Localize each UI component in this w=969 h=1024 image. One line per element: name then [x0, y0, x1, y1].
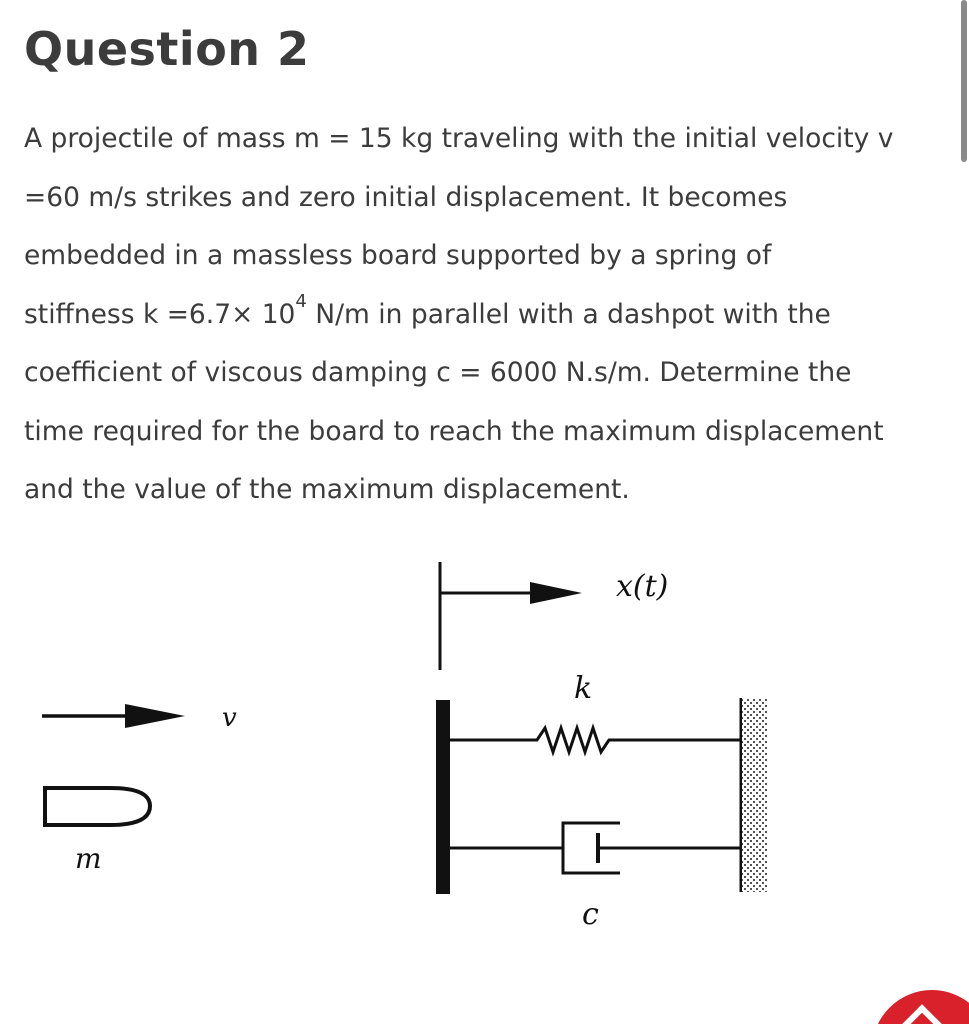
problem-statement	[24, 110, 954, 520]
stiffness-units-text: N/m in parallel with a dashpot with the	[306, 298, 831, 330]
projectile-icon	[45, 788, 150, 825]
problem-line: embedded in a massless board supported by a spring of	[24, 240, 772, 271]
displacement-label: x(t)	[616, 569, 669, 604]
stiffness-text: stiffness k =6.7× 10	[24, 298, 296, 330]
damper-label: c	[582, 897, 599, 932]
velocity-label: v	[222, 703, 237, 733]
displacement-arrow-head	[530, 582, 582, 604]
mass-label: m	[75, 842, 102, 875]
problem-line: coefficient of viscous damping c = 6000 N.s/m. Determine the	[24, 357, 852, 388]
page-title: Question 2	[24, 22, 310, 76]
velocity-arrow-head	[125, 704, 185, 728]
wall-hatching	[742, 698, 768, 892]
problem-line	[24, 286, 954, 345]
massless-board	[436, 700, 450, 894]
problem-line: and the value of the maximum displacement.	[24, 474, 630, 505]
exponent: 4	[295, 290, 307, 312]
spring	[450, 728, 740, 752]
problem-line: A projectile of mass m = 15 kg traveling with the initial velocity v	[24, 123, 894, 154]
scrollbar-thumb[interactable]	[961, 0, 967, 162]
problem-line: time required for the board to reach the maximum displacement	[24, 415, 884, 447]
problem-line: =60 m/s strikes and zero initial displacement. It becomes	[24, 181, 788, 213]
spring-label: k	[574, 671, 593, 706]
mass-spring-damper-figure	[0, 540, 969, 960]
